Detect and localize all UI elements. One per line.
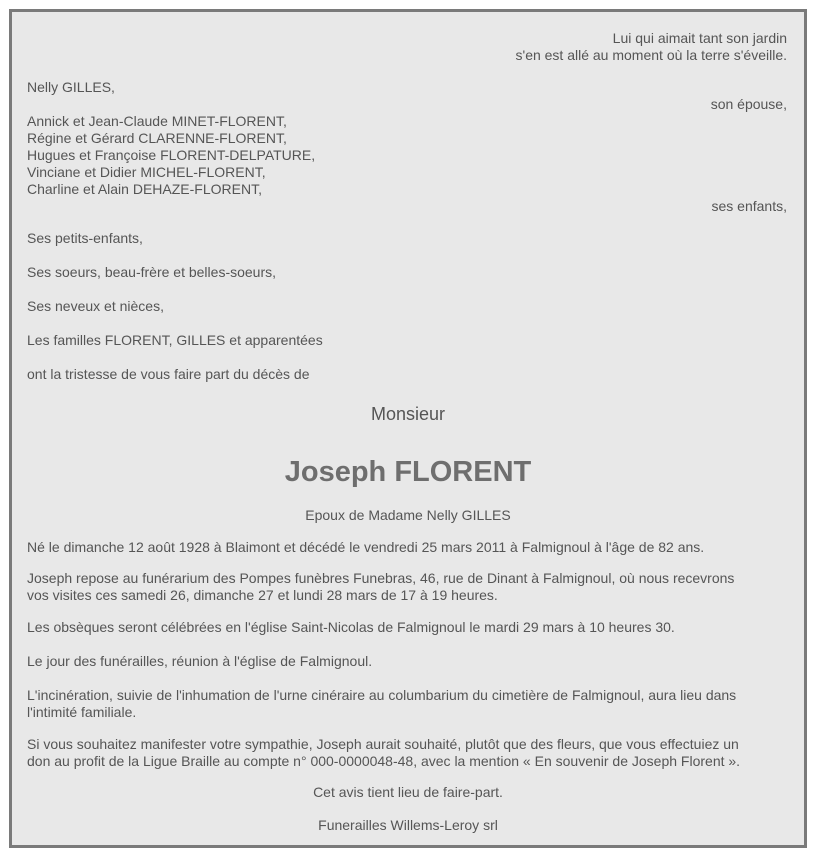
deceased-name: Joseph FLORENT: [284, 456, 532, 488]
body-donation-2: don au profit de la Ligue Braille au compte n° 000-0000048-48, avec la mention « En souvenir de Joseph Florent ».: [27, 753, 741, 769]
spouse-name: Nelly GILLES,: [27, 79, 115, 95]
announcement: ont la tristesse de vous faire part du décès de: [27, 366, 310, 382]
closing-note: Cet avis tient lieu de faire-part.: [313, 784, 503, 800]
child-line: Vinciane et Didier MICHEL-FLORENT,: [27, 164, 266, 180]
child-line: Régine et Gérard CLARENNE-FLORENT,: [27, 130, 287, 146]
funeral-home: Funerailles Willems-Leroy srl: [318, 817, 498, 833]
body-service: Les obsèques seront célébrées en l'église Saint-Nicolas de Falmignoul le mardi 29 mars à 10 heures 30.: [27, 619, 675, 635]
child-line: Charline et Alain DEHAZE-FLORENT,: [27, 181, 262, 197]
body-donation-1: Si vous souhaitez manifester votre sympathie, Joseph aurait souhaité, plutôt que des fleurs, que vous effectuiez un: [27, 736, 739, 752]
spouse-role: son épouse,: [710, 96, 787, 112]
family-line-nephews: Ses neveux et nièces,: [27, 298, 164, 314]
child-line: Annick et Jean-Claude MINET-FLORENT,: [27, 113, 287, 129]
honorific-title: Monsieur: [370, 404, 446, 424]
body-birth-death: Né le dimanche 12 août 1928 à Blaimont et décédé le vendredi 25 mars 2011 à Falmignoul à l'âge de 82 ans.: [27, 539, 705, 555]
body-visitation-1: Joseph repose au funérarium des Pompes funèbres Funebras, 46, rue de Dinant à Falmignoul, où nous recevrons: [27, 570, 735, 586]
body-cremation-2: l'intimité familiale.: [27, 704, 137, 720]
epigraph-line-2: s'en est allé au moment où la terre s'éveille.: [515, 47, 787, 63]
child-line: Hugues et Françoise FLORENT-DELPATURE,: [27, 147, 316, 163]
family-line-siblings: Ses soeurs, beau-frère et belles-soeurs,: [27, 264, 277, 280]
family-line-grandchildren: Ses petits-enfants,: [27, 230, 143, 246]
obituary-notice: [9, 9, 807, 848]
body-visitation-2: vos visites ces samedi 26, dimanche 27 et lundi 28 mars de 17 à 19 heures.: [27, 587, 498, 603]
body-meeting: Le jour des funérailles, réunion à l'église de Falmignoul.: [27, 653, 373, 669]
relation-line: Epoux de Madame Nelly GILLES: [305, 507, 511, 523]
epigraph-line-1: Lui qui aimait tant son jardin: [612, 30, 787, 46]
children-role: ses enfants,: [711, 198, 787, 214]
body-cremation-1: L'incinération, suivie de l'inhumation de l'urne cinéraire au columbarium du cimetière de Falmignoul, aura lieu dans: [27, 687, 737, 703]
family-line-families: Les familles FLORENT, GILLES et apparentées: [27, 332, 323, 348]
